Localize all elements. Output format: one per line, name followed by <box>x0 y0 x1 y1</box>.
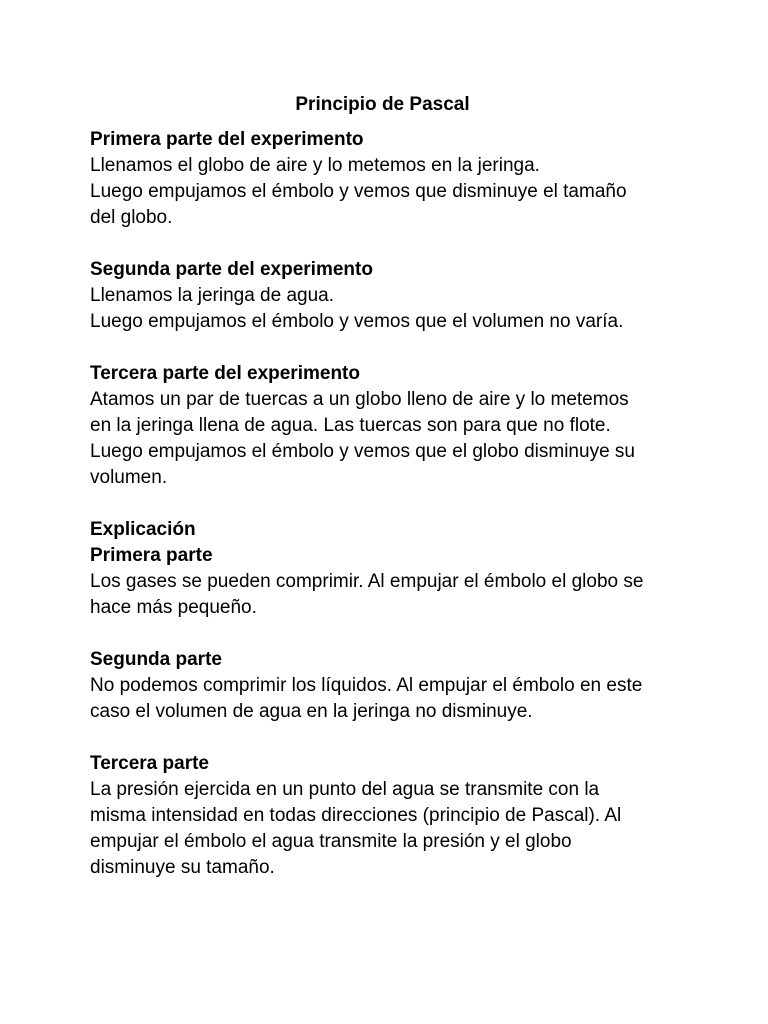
section-heading: Segunda parte del experimento <box>90 259 373 280</box>
section-explicacion-tercera <box>90 751 690 881</box>
explanation-part-heading: Segunda parte <box>90 649 222 670</box>
section-line: Llenamos la jeringa de agua. <box>90 285 335 306</box>
section-line: Atamos un par de tuercas a un globo lleno de aire y lo metemos <box>90 389 629 410</box>
section-line: Luego empujamos el émbolo y vemos que disminuye el tamaño <box>90 181 627 202</box>
section-line: Luego empujamos el émbolo y vemos que el globo disminuye su <box>90 441 635 462</box>
section-tercera-parte-experimento <box>90 361 690 491</box>
explanation-line: caso el volumen de agua en la jeringa no disminuye. <box>90 701 533 722</box>
explanation-line: Los gases se pueden comprimir. Al empujar el émbolo el globo se <box>90 571 644 592</box>
section-line: Luego empujamos el émbolo y vemos que el volumen no varía. <box>90 311 624 332</box>
document-title: Principio de Pascal <box>295 94 470 115</box>
explanation-line: empujar el émbolo el agua transmite la presión y el globo <box>90 831 572 852</box>
section-explicacion-primera <box>90 517 690 621</box>
explanation-part-heading: Primera parte <box>90 545 213 566</box>
section-primera-parte-experimento <box>90 127 690 231</box>
explanation-part-heading: Tercera parte <box>90 753 209 774</box>
explanation-heading: Explicación <box>90 519 196 540</box>
section-line: volumen. <box>90 467 168 488</box>
section-line: del globo. <box>90 207 173 228</box>
section-heading: Primera parte del experimento <box>90 129 364 150</box>
section-heading: Tercera parte del experimento <box>90 363 360 384</box>
explanation-line: No podemos comprimir los líquidos. Al empujar el émbolo en este <box>90 675 643 696</box>
explanation-line: hace más pequeño. <box>90 597 257 618</box>
section-line: Llenamos el globo de aire y lo metemos en la jeringa. <box>90 155 540 176</box>
explanation-line: La presión ejercida en un punto del agua se transmite con la <box>90 779 600 800</box>
document-page <box>90 92 690 907</box>
section-segunda-parte-experimento <box>90 257 690 335</box>
section-line: en la jeringa llena de agua. Las tuercas son para que no flote. <box>90 415 611 436</box>
explanation-line: disminuye su tamaño. <box>90 857 275 878</box>
section-explicacion-segunda <box>90 647 690 725</box>
explanation-line: misma intensidad en todas direcciones (principio de Pascal). Al <box>90 805 622 826</box>
